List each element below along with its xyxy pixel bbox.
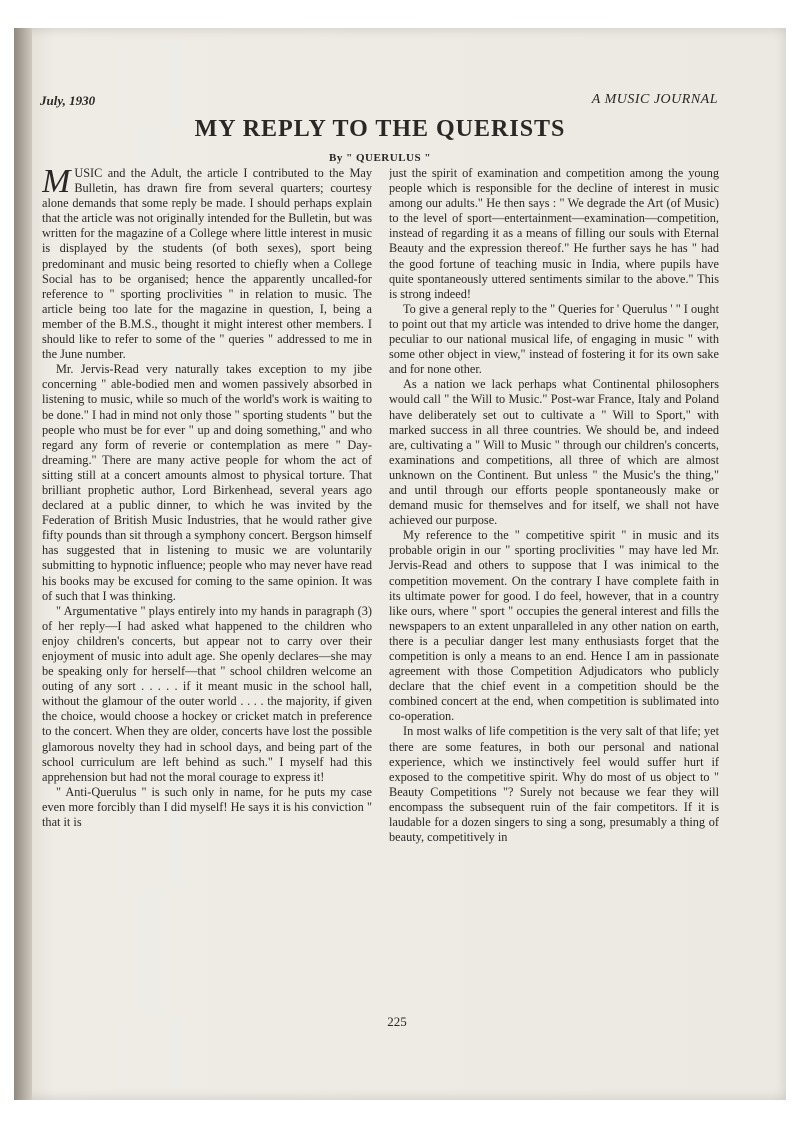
paragraph: " Anti-Querulus " is such only in name, for he puts my case even more forcibly than I did myself! He says it is his conviction " that it is	[42, 784, 372, 830]
paragraph: In most walks of life competition is the very salt of that life; yet there are some features, in both our personal and national experience, which we instinctively feel would suffer hurt if exposed to the competitive spirit. Why do most of us object to " Beauty Competitions "? Surely not because we fear they will encompass the subsequent ruin of the fair competitors. If it is laudable for a dozen singers to sing a song, presumably a thing of beauty, competitively in	[389, 724, 719, 845]
paragraph: just the spirit of examination and competition among the young people which is responsible for the decline of interest in music among our adults." He then says : " We degrade the Art (of Music) to the level of sport—entertainment—examination—competition, instead of regarding it as a means of filling our souls with Eternal Beauty and the expression thereof." He further says he has " had the good fortune of teaching music in India, where pupils have quite spontaneously uttered sentiments similar to the above." This is strong indeed!	[389, 166, 719, 301]
paragraph: Mr. Jervis-Read very naturally takes exception to my jibe concerning " able-bodied men and women passively absorbed in listening to music, while so much of the world's work is waiting to be done." I had in mind not only those " sporting students " but the people who must be for ever " up and doing something," and who regard any form of reverie or contemplation as mere " Day-dreaming." There are many active people for whom the act of sitting still at a concert amounts almost to physical torture. That brilliant prophetic author, Lord Birkenhead, several years ago declared at a public dinner, to which he was invited by the Federation of British Music Industries, that he would rather give fifty pounds than sit through a symphony concert. Bergson himself has suggested that in listening to music we are voluntarily submitting to hypnotic influence; people who may never have read his books may be excused for coming to the same opinion. It was of such that I was thinking.	[42, 362, 372, 603]
paragraph: To give a general reply to the " Queries for ' Querulus ' " I ought to point out that my article was intended to drive home the danger, peculiar to our national musical life, of engaging in music " with some other object in view," instead of fostering it for its own sake and for none other.	[389, 301, 719, 377]
left-column	[42, 166, 372, 1011]
paragraph: " Argumentative " plays entirely into my hands in paragraph (3) of her reply—I had asked what happened to the children who enjoy children's concerts, but appear not to carry over their enjoyment of music into adult age. She openly declares—she may be speaking only for herself—that " school children welcome an outing of any sort . . . . . if it meant music in the school hall, without the glamour of the outer world . . . . the majority, if given the choice, would choose a hockey or cricket match in preference to the concert. When they are older, concerts have lost the possible glamorous novelty they had in school days, and being part of the school curriculum are left behind as such." I myself had this apprehension but had not the moral courage to express it!	[42, 603, 372, 784]
page-number: 225	[387, 1014, 407, 1029]
right-column	[389, 166, 719, 1011]
journal-name: A MUSIC JOURNAL	[591, 92, 718, 107]
article-title: MY REPLY TO THE QUERISTS	[194, 116, 566, 142]
book-spine-shadow	[14, 28, 32, 1100]
issue-date: July, 1930	[40, 93, 96, 108]
article-byline: By " QUERULUS "	[329, 152, 431, 164]
paragraph: As a nation we lack perhaps what Continental philosophers would call " the Will to Music." Post-war France, Italy and Poland have deliberately set out to cultivate a " Will to Sport," with marked success in all three countries. We should be, and indeed are, cultivating a " Will to Music " through our children's concerts, examinations and competitions, all three of which are almost unknown on the Continent. But unless " the Music's the thing," and until through our efforts people spontaneously make or demand music for themselves and for itself, we shall not have achieved our purpose.	[389, 377, 719, 528]
drop-cap: M	[42, 166, 71, 200]
paragraph: My reference to the " competitive spirit " in music and its probable origin in our " sporting proclivities " may have led Mr. Jervis-Read and others to suppose that I was inimical to the competition movement. On the contrary I have complete faith in its ultimate power for good. I do feel, however, that in a country like ours, where " sport " occupies the general interest and fills the newspapers to an extent unparalleled in any other nation on earth, there is a peculiar danger lest many enthusiasts forget that the competition is only a means to an end. Hence I am in passionate agreement with those Competition Adjudicators who publicly declare that the chief event in a competition should be the combined concert at the end, when competition is sublimated into co-operation.	[389, 528, 719, 724]
paragraph: MUSIC and the Adult, the article I contributed to the May Bulletin, has drawn fire from several quarters; courtesy alone demands that some reply be made. I should perhaps explain that the article was not originally intended for the Bulletin, but was written for the magazine of a College where little interest in music is displayed by the students (of both sexes), sport being predominant and music being resorted to chiefly when a College Social has to be organised; hence the apparently uncalled-for reference to " sporting proclivities " in relation to music. The article being too late for the magazine in question, I, being a member of the B.M.S., thought it might interest other members. I should like to refer to some of the " queries " addressed to me in the June number.	[42, 166, 372, 362]
